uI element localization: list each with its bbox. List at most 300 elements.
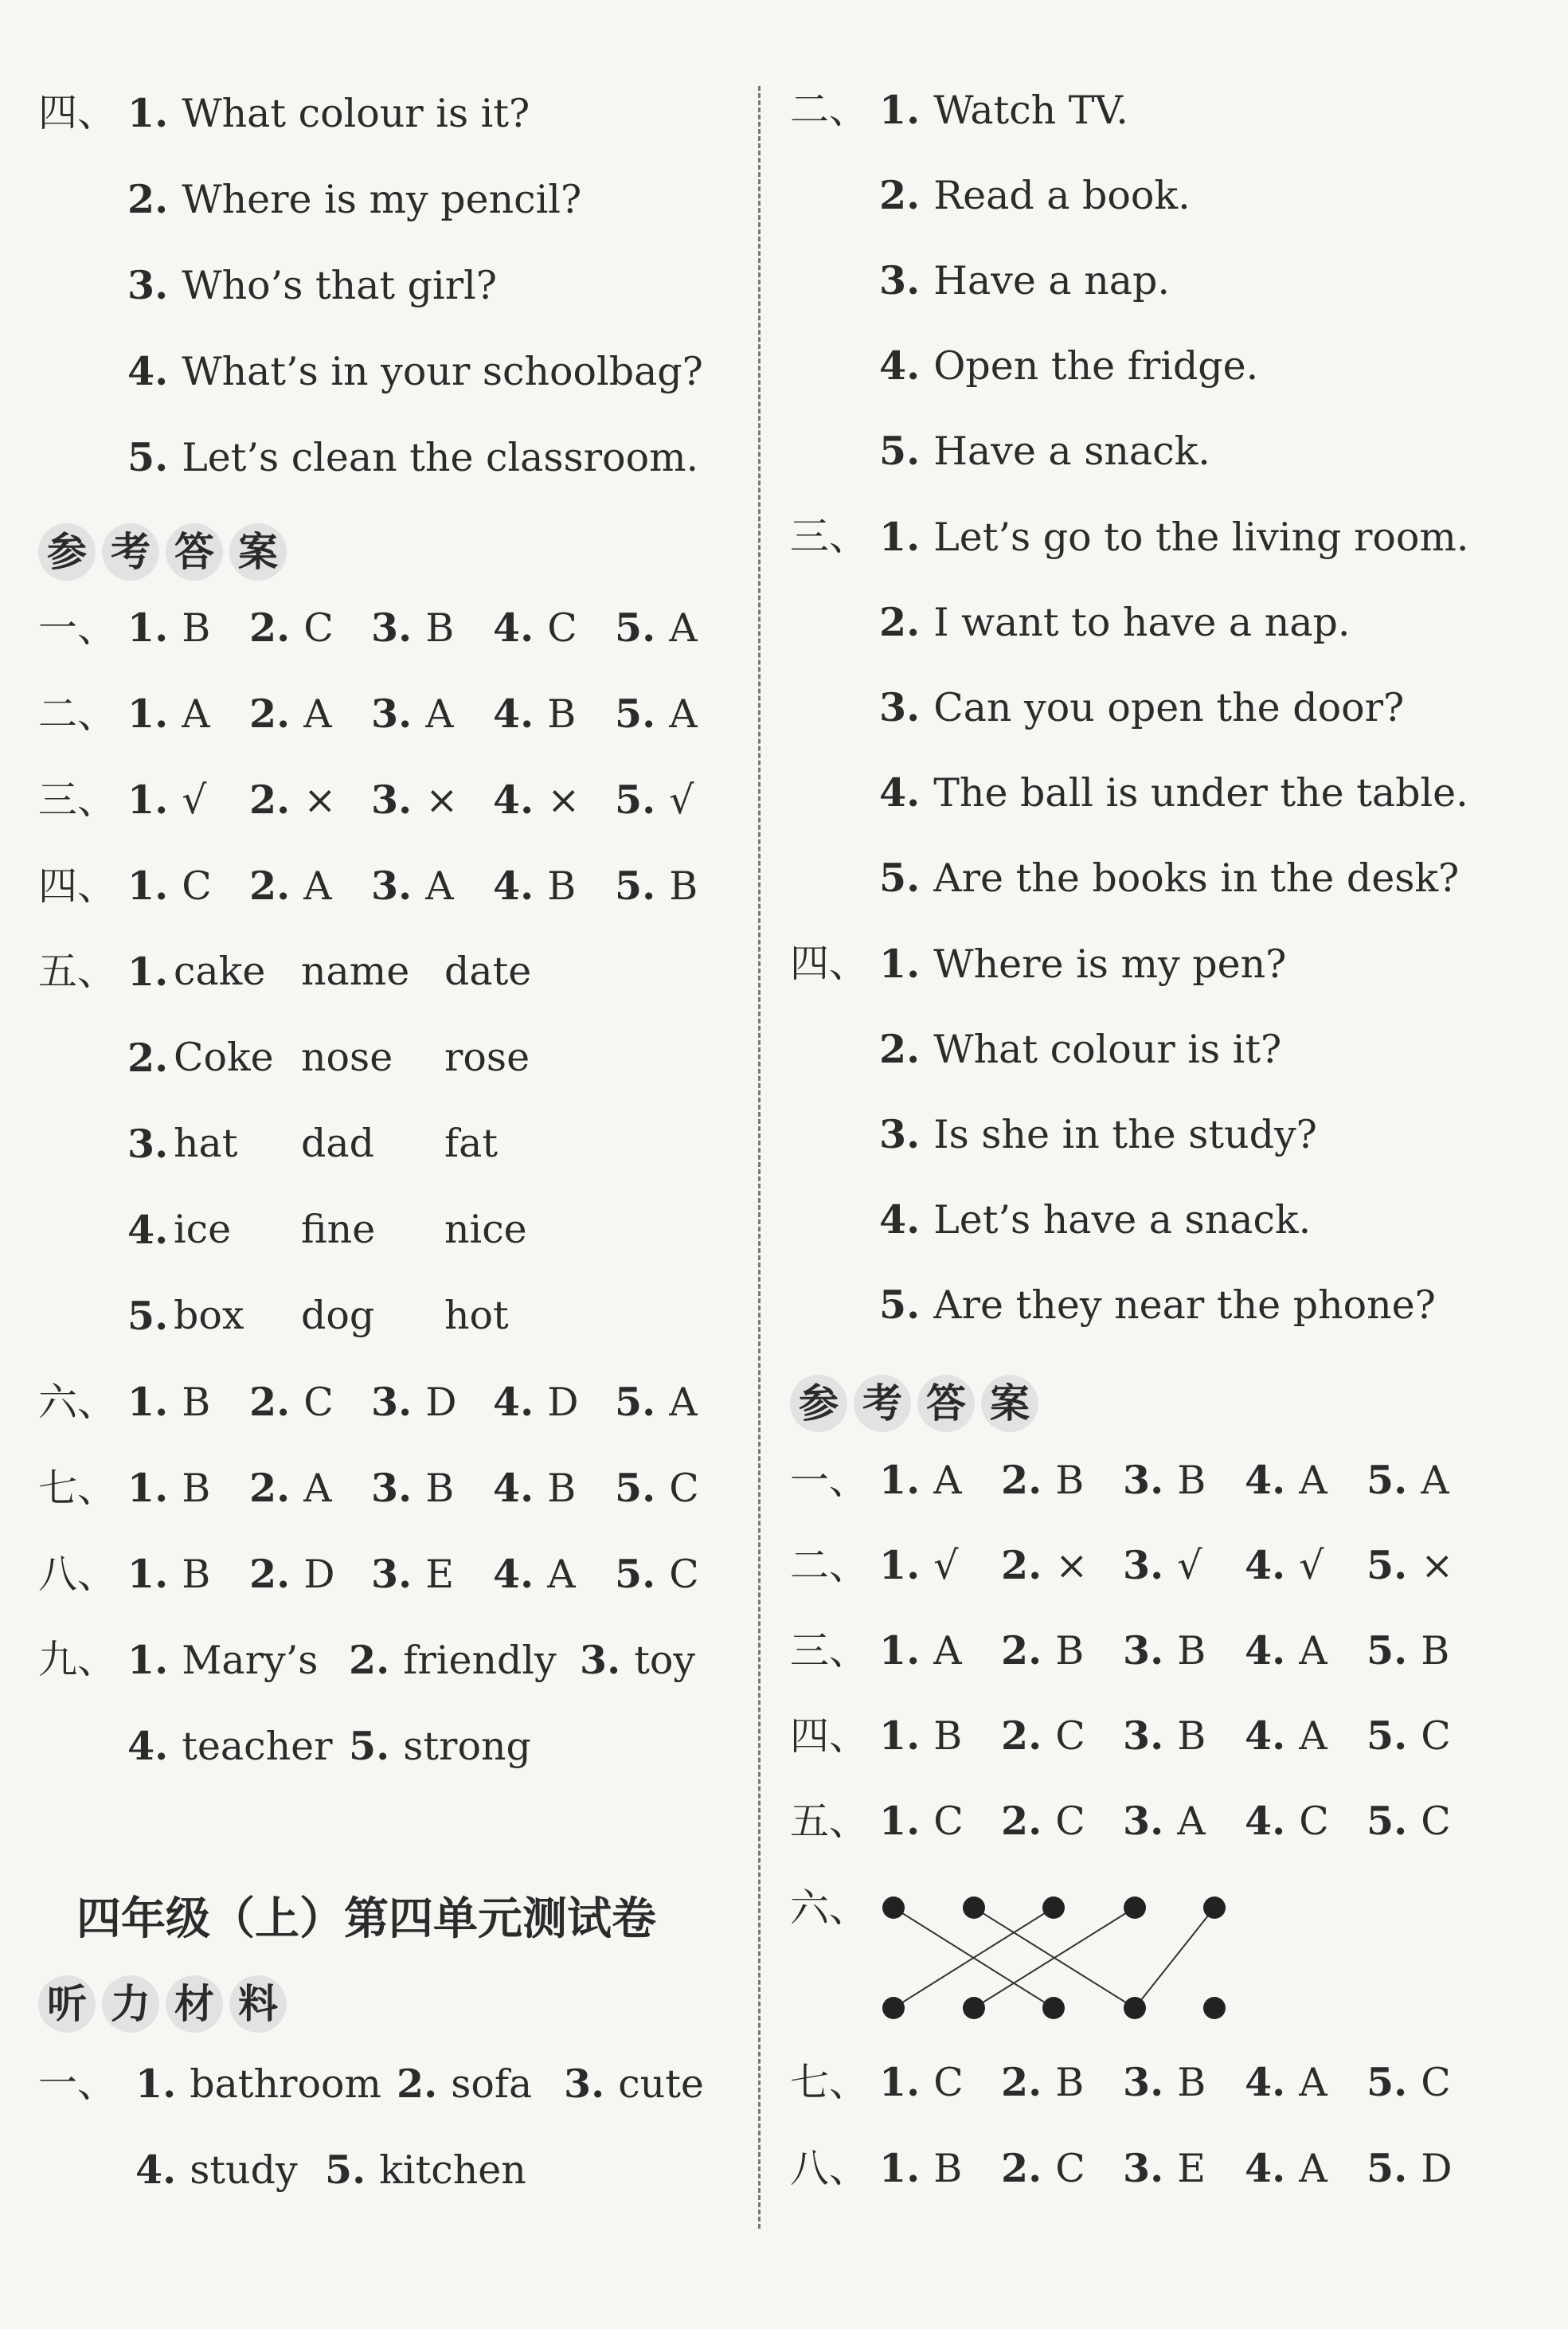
right-sec2-item: [879, 342, 1258, 390]
answer-value: A: [303, 1466, 332, 1511]
right-sec2-item: [879, 86, 1128, 135]
answer-value: C: [1421, 1799, 1451, 1844]
right-sec3-item: [879, 854, 1459, 902]
answer-number: 2.: [249, 605, 304, 651]
answer-row: [38, 1378, 737, 1427]
match-dot: [1203, 1997, 1226, 2019]
item-text: Are they near the phone?: [933, 1282, 1436, 1328]
answer-cell: [879, 2144, 1001, 2193]
answer-cell: [127, 690, 249, 738]
answer-banner-char: 答: [917, 1375, 975, 1432]
answer-value: A: [1299, 2060, 1328, 2105]
answer-number: 4.: [1245, 1542, 1300, 1588]
answer-cell: [249, 604, 371, 652]
left-sec4-label: 四、: [38, 90, 117, 135]
answer-value: C: [182, 863, 212, 909]
right-sec2-item: [879, 427, 1210, 476]
answer-section-label: 一、: [38, 605, 117, 651]
item-number: 2.: [879, 599, 934, 645]
answer-number: 2.: [249, 691, 304, 737]
answer-value: C: [669, 1552, 699, 1597]
answer-number: 4.: [1245, 2059, 1300, 2105]
answer-number: 2.: [249, 863, 304, 909]
answer-number: 5.: [615, 1379, 670, 1425]
right-sec2-item: [879, 171, 1191, 220]
answer-section-label: 七、: [790, 2060, 869, 2105]
answer-banner-char: 案: [981, 1375, 1038, 1432]
answer-value: B: [1055, 2060, 1085, 2105]
answer-number: 1.: [879, 2145, 934, 2191]
unit-title: 四年级（上）第四单元测试卷: [76, 1893, 656, 1945]
answer-number: 4.: [1245, 1457, 1300, 1503]
left-sec4-item: [127, 347, 703, 396]
answer-number: 2.: [1001, 1712, 1056, 1759]
answer-section-label: 七、: [38, 1466, 117, 1511]
left-sec4-item: [127, 261, 497, 310]
sec9-item: [349, 1722, 531, 1771]
answer-cell: [1245, 1541, 1367, 1590]
answer-number: 2.: [1001, 1457, 1056, 1503]
answer-value: A: [933, 1628, 962, 1673]
answer-cell: [249, 690, 371, 738]
answer-cell: [127, 604, 249, 652]
answer-cell: [1001, 2144, 1123, 2193]
answer-number: 4.: [493, 691, 548, 737]
item-text: cute: [618, 2061, 704, 2107]
answer-value: D: [303, 1552, 335, 1597]
answer-value: √: [669, 777, 694, 823]
answer-number: 1.: [127, 1465, 182, 1511]
answer-banner-char: 考: [854, 1375, 911, 1432]
item-text: I want to have a nap.: [933, 600, 1351, 645]
answer-number: 3.: [371, 1551, 426, 1597]
answer-value: ×: [547, 777, 581, 823]
item-number: 1.: [879, 941, 934, 987]
item-number: 5.: [879, 1282, 934, 1328]
item-text: Let’s clean the classroom.: [182, 435, 699, 480]
answer-value: C: [547, 605, 577, 651]
answer-cell: [1245, 1456, 1367, 1505]
item-number: 1.: [879, 514, 934, 560]
answer-number: 5.: [1367, 1712, 1421, 1759]
item-number: 5.: [349, 1723, 404, 1769]
word-row-number: 2.: [127, 1035, 169, 1081]
match-dot: [882, 1997, 905, 2019]
item-number: 4.: [127, 348, 182, 394]
answer-cell: [371, 604, 493, 652]
answer-banner-char: 参: [38, 523, 96, 581]
left-sec4-item: [127, 89, 530, 138]
answer-cell: [1001, 1456, 1123, 1505]
answer-cell: [879, 2058, 1001, 2107]
answer-value: A: [1299, 1458, 1328, 1503]
item-number: 3.: [879, 257, 934, 303]
answer-number: 4.: [493, 1379, 548, 1425]
item-number: 2.: [349, 1637, 404, 1683]
answer-value: A: [303, 863, 332, 909]
answer-cell: [615, 690, 737, 738]
answer-number: 3.: [371, 1379, 426, 1425]
answer-row: [790, 1797, 1488, 1846]
answer-number: 4.: [493, 605, 548, 651]
answer-cell: [1367, 1797, 1488, 1846]
answer-value: √: [1299, 1543, 1324, 1588]
match-dot: [1124, 1896, 1146, 1919]
answer-number: 4.: [493, 1465, 548, 1511]
listening-banner-char: 料: [229, 1975, 287, 2033]
answer-row: [38, 776, 737, 824]
answer-number: 5.: [1367, 2059, 1421, 2105]
answer-number: 5.: [1367, 1457, 1421, 1503]
answer-value: C: [303, 605, 334, 651]
answer-cell: [127, 862, 249, 910]
answer-cell: [1123, 1456, 1245, 1505]
answer-cell: [1123, 2058, 1245, 2107]
listen-item: [135, 2060, 381, 2108]
answer-number: 4.: [1245, 1798, 1300, 1844]
answer-cell: [249, 1550, 371, 1599]
answer-value: ×: [1055, 1543, 1089, 1588]
answer-cell: [127, 776, 249, 824]
answer-number: 1.: [127, 605, 182, 651]
left-sec5-label: 五、: [38, 949, 117, 994]
right-sec4-item: [879, 1281, 1436, 1329]
answer-number: 1.: [879, 1542, 934, 1588]
item-text: Who’s that girl?: [182, 263, 498, 308]
answer-cell: [371, 776, 493, 824]
item-number: 2.: [879, 1026, 934, 1072]
answer-cell: [249, 1378, 371, 1427]
right-sec4-item: [879, 1025, 1281, 1074]
answer-number: 3.: [1123, 2059, 1178, 2105]
answer-cell: [879, 1626, 1001, 1675]
answer-number: 4.: [1245, 2145, 1300, 2191]
answer-value: B: [425, 1466, 455, 1511]
right-sec3-item: [879, 598, 1350, 647]
word-cell: date: [444, 949, 532, 994]
word-cell: nose: [301, 1035, 393, 1080]
answer-value: B: [1177, 1713, 1206, 1759]
answer-value: C: [303, 1380, 334, 1425]
sec9-item: [580, 1636, 695, 1685]
answer-number: 5.: [615, 863, 670, 909]
answer-number: 1.: [127, 863, 182, 909]
answer-value: A: [425, 863, 454, 909]
answer-value: D: [1421, 2146, 1453, 2191]
item-text: Let’s go to the living room.: [933, 515, 1469, 560]
answer-value: C: [933, 2060, 964, 2105]
answer-cell: [493, 1378, 615, 1427]
answer-section-label: 八、: [790, 2146, 869, 2191]
answer-section-label: 三、: [790, 1628, 869, 1673]
match-dot: [1124, 1997, 1146, 2019]
item-number: 5.: [325, 2147, 380, 2193]
answer-number: 3.: [371, 605, 426, 651]
item-number: 1.: [135, 2061, 190, 2107]
answer-value: B: [1177, 1458, 1206, 1503]
answer-value: √: [182, 777, 207, 823]
word-cell: nice: [444, 1207, 527, 1252]
item-text: What’s in your schoolbag?: [182, 349, 703, 394]
left-sec9-label: 九、: [38, 1637, 117, 1682]
answer-cell: [493, 604, 615, 652]
answer-cell: [615, 862, 737, 910]
answer-cell: [493, 1550, 615, 1599]
listening-banner-char: 力: [102, 1975, 159, 2033]
right-sec3-label: 三、: [790, 514, 869, 559]
item-number: 4.: [879, 1196, 934, 1243]
answer-number: 1.: [879, 1798, 934, 1844]
answer-number: 3.: [1123, 1712, 1178, 1759]
left-sec4-item: [127, 175, 581, 224]
answer-cell: [615, 1550, 737, 1599]
answer-number: 5.: [1367, 2145, 1421, 2191]
answer-value: A: [182, 691, 210, 737]
answer-cell: [1245, 1626, 1367, 1675]
answer-value: B: [425, 605, 455, 651]
answer-number: 1.: [127, 1551, 182, 1597]
item-text: teacher: [182, 1724, 333, 1769]
answer-cell: [127, 1464, 249, 1513]
answer-value: √: [933, 1543, 959, 1588]
answer-row: [790, 2058, 1488, 2107]
answer-cell: [1245, 2058, 1367, 2107]
answer-value: E: [425, 1552, 454, 1597]
answer-cell: [1367, 1712, 1488, 1760]
word-cell: cake: [174, 949, 266, 994]
answer-value: D: [547, 1380, 579, 1425]
listen-item: [397, 2060, 532, 2108]
answer-number: 4.: [1245, 1627, 1300, 1673]
item-text: friendly: [403, 1638, 557, 1683]
answer-number: 2.: [1001, 1798, 1056, 1844]
answer-value: A: [669, 1380, 698, 1425]
answer-section-label: 二、: [38, 691, 117, 737]
answer-number: 5.: [615, 777, 670, 823]
match-dot: [963, 1896, 985, 1919]
right-sec3-item: [879, 513, 1468, 562]
answer-number: 1.: [879, 1627, 934, 1673]
answer-cell: [493, 690, 615, 738]
answer-value: C: [1055, 1713, 1085, 1759]
answer-value: C: [1421, 2060, 1451, 2105]
item-text: What colour is it?: [182, 91, 530, 136]
answer-number: 2.: [1001, 2059, 1056, 2105]
answer-cell: [1123, 1541, 1245, 1590]
item-text: Watch TV.: [933, 88, 1128, 133]
answer-value: B: [933, 1713, 963, 1759]
sec9-item: [349, 1636, 557, 1685]
answer-value: B: [1177, 1628, 1206, 1673]
answer-row: [38, 1550, 737, 1599]
answer-cell: [879, 1541, 1001, 1590]
answer-value: C: [1299, 1799, 1329, 1844]
answer-number: 3.: [1123, 2145, 1178, 2191]
answer-cell: [1001, 2058, 1123, 2107]
answer-number: 2.: [249, 1465, 304, 1511]
answer-value: A: [547, 1552, 576, 1597]
answer-value: A: [1299, 2146, 1328, 2191]
item-text: sofa: [451, 2061, 533, 2107]
answer-cell: [615, 776, 737, 824]
answer-cell: [371, 1378, 493, 1427]
answer-row: [38, 690, 737, 738]
answer-number: 4.: [493, 863, 548, 909]
answer-number: 2.: [249, 777, 304, 823]
answer-value: C: [1055, 1799, 1085, 1844]
item-number: 4.: [135, 2147, 190, 2193]
answer-number: 2.: [1001, 1627, 1056, 1673]
answer-banner: [38, 523, 287, 581]
answer-row: [790, 1541, 1488, 1590]
matching-label: 六、: [790, 1885, 869, 1931]
answer-cell: [1245, 1712, 1367, 1760]
item-text: strong: [403, 1724, 531, 1769]
item-number: 1.: [127, 90, 182, 136]
item-number: 5.: [879, 428, 934, 474]
item-number: 5.: [879, 855, 934, 901]
word-cell: dad: [301, 1121, 374, 1166]
listen-item: [325, 2146, 526, 2194]
item-number: 1.: [879, 87, 934, 133]
answer-cell: [1123, 2144, 1245, 2193]
answer-number: 2.: [1001, 2145, 1056, 2191]
answer-number: 4.: [493, 1551, 548, 1597]
listening-banner-char: 材: [166, 1975, 223, 2033]
word-row-number: 3.: [127, 1121, 169, 1167]
item-text: Let’s have a snack.: [933, 1197, 1312, 1243]
answer-value: B: [1055, 1458, 1085, 1503]
answer-section-label: 三、: [38, 777, 117, 823]
answer-number: 5.: [1367, 1798, 1421, 1844]
answer-value: A: [1421, 1458, 1449, 1503]
item-text: Are the books in the desk?: [933, 855, 1460, 901]
answer-row: [790, 1712, 1488, 1760]
word-row-number: 5.: [127, 1293, 169, 1339]
answer-number: 3.: [1123, 1542, 1178, 1588]
answer-value: B: [547, 1466, 577, 1511]
answer-row: [38, 604, 737, 652]
answer-number: 4.: [493, 777, 548, 823]
answer-cell: [493, 1464, 615, 1513]
answer-value: B: [182, 1466, 211, 1511]
answer-number: 3.: [371, 777, 426, 823]
word-cell: hot: [444, 1293, 509, 1338]
answer-number: 5.: [615, 691, 670, 737]
word-cell: box: [174, 1293, 244, 1338]
answer-section-label: 八、: [38, 1552, 117, 1597]
match-line: [1135, 1908, 1214, 2008]
listen-item: [135, 2146, 298, 2194]
item-text: Where is my pen?: [933, 941, 1287, 987]
answer-value: B: [182, 1552, 211, 1597]
item-text: bathroom: [190, 2061, 381, 2107]
answer-number: 3.: [1123, 1798, 1178, 1844]
right-sec2-label: 二、: [790, 87, 869, 132]
answer-cell: [371, 1464, 493, 1513]
answer-banner-char: 案: [229, 523, 287, 581]
item-text: Read a book.: [933, 173, 1191, 218]
item-text: Where is my pencil?: [182, 177, 582, 222]
match-dot: [963, 1997, 985, 2019]
answer-value: A: [1177, 1799, 1206, 1844]
matching-diagram: [876, 1892, 1274, 2027]
answer-cell: [615, 1378, 737, 1427]
answer-number: 1.: [127, 777, 182, 823]
answer-number: 2.: [1001, 1542, 1056, 1588]
word-cell: dog: [301, 1293, 375, 1338]
answer-cell: [371, 690, 493, 738]
answer-number: 4.: [1245, 1712, 1300, 1759]
answer-value: A: [933, 1458, 962, 1503]
item-number: 3.: [879, 1111, 934, 1157]
answer-banner-char: 答: [166, 523, 223, 581]
answer-cell: [1367, 1626, 1488, 1675]
answer-number: 3.: [1123, 1457, 1178, 1503]
right-sec2-item: [879, 256, 1170, 305]
item-number: 4.: [879, 342, 934, 389]
right-sec4-item: [879, 940, 1286, 988]
answer-section-label: 五、: [790, 1799, 869, 1844]
item-number: 3.: [580, 1637, 635, 1683]
item-number: 4.: [127, 1723, 182, 1769]
answer-row: [38, 862, 737, 910]
answer-cell: [1001, 1712, 1123, 1760]
right-sec3-item: [879, 683, 1404, 732]
answer-row: [38, 1464, 737, 1513]
answer-value: B: [547, 691, 577, 737]
item-number: 4.: [879, 769, 934, 816]
answer-cell: [1367, 1541, 1488, 1590]
item-number: 1.: [127, 1637, 182, 1683]
item-text: toy: [634, 1638, 696, 1683]
answer-number: 1.: [127, 1379, 182, 1425]
item-text: study: [190, 2147, 298, 2193]
answer-number: 2.: [249, 1379, 304, 1425]
left-sec4-item: [127, 433, 698, 482]
word-cell: rose: [444, 1035, 530, 1080]
word-cell: hat: [174, 1121, 238, 1166]
answer-row: [790, 2144, 1488, 2193]
match-dot: [1042, 1997, 1065, 2019]
answer-value: B: [182, 605, 211, 651]
answer-value: E: [1177, 2146, 1206, 2191]
answer-section-label: 一、: [790, 1458, 869, 1503]
answer-value: B: [669, 863, 698, 909]
answer-cell: [1123, 1797, 1245, 1846]
item-text: Open the fridge.: [933, 343, 1259, 389]
answer-value: B: [1055, 1628, 1085, 1673]
answer-value: C: [933, 1799, 964, 1844]
item-text: The ball is under the table.: [933, 770, 1468, 816]
answer-value: C: [669, 1466, 699, 1511]
answer-value: D: [425, 1380, 457, 1425]
word-cell: fat: [444, 1121, 499, 1166]
answer-cell: [1367, 1456, 1488, 1505]
answer-value: C: [1421, 1713, 1451, 1759]
answer-value: B: [1177, 2060, 1206, 2105]
word-cell: fine: [301, 1207, 376, 1252]
answer-number: 1.: [127, 691, 182, 737]
item-text: Have a nap.: [933, 258, 1170, 303]
answer-number: 5.: [1367, 1542, 1421, 1588]
answer-value: ×: [425, 777, 459, 823]
listen-label: 一、: [38, 2061, 117, 2106]
answer-cell: [615, 1464, 737, 1513]
answer-cell: [127, 1378, 249, 1427]
answer-banner: [790, 1375, 1038, 1432]
item-text: Have a snack.: [933, 429, 1210, 474]
